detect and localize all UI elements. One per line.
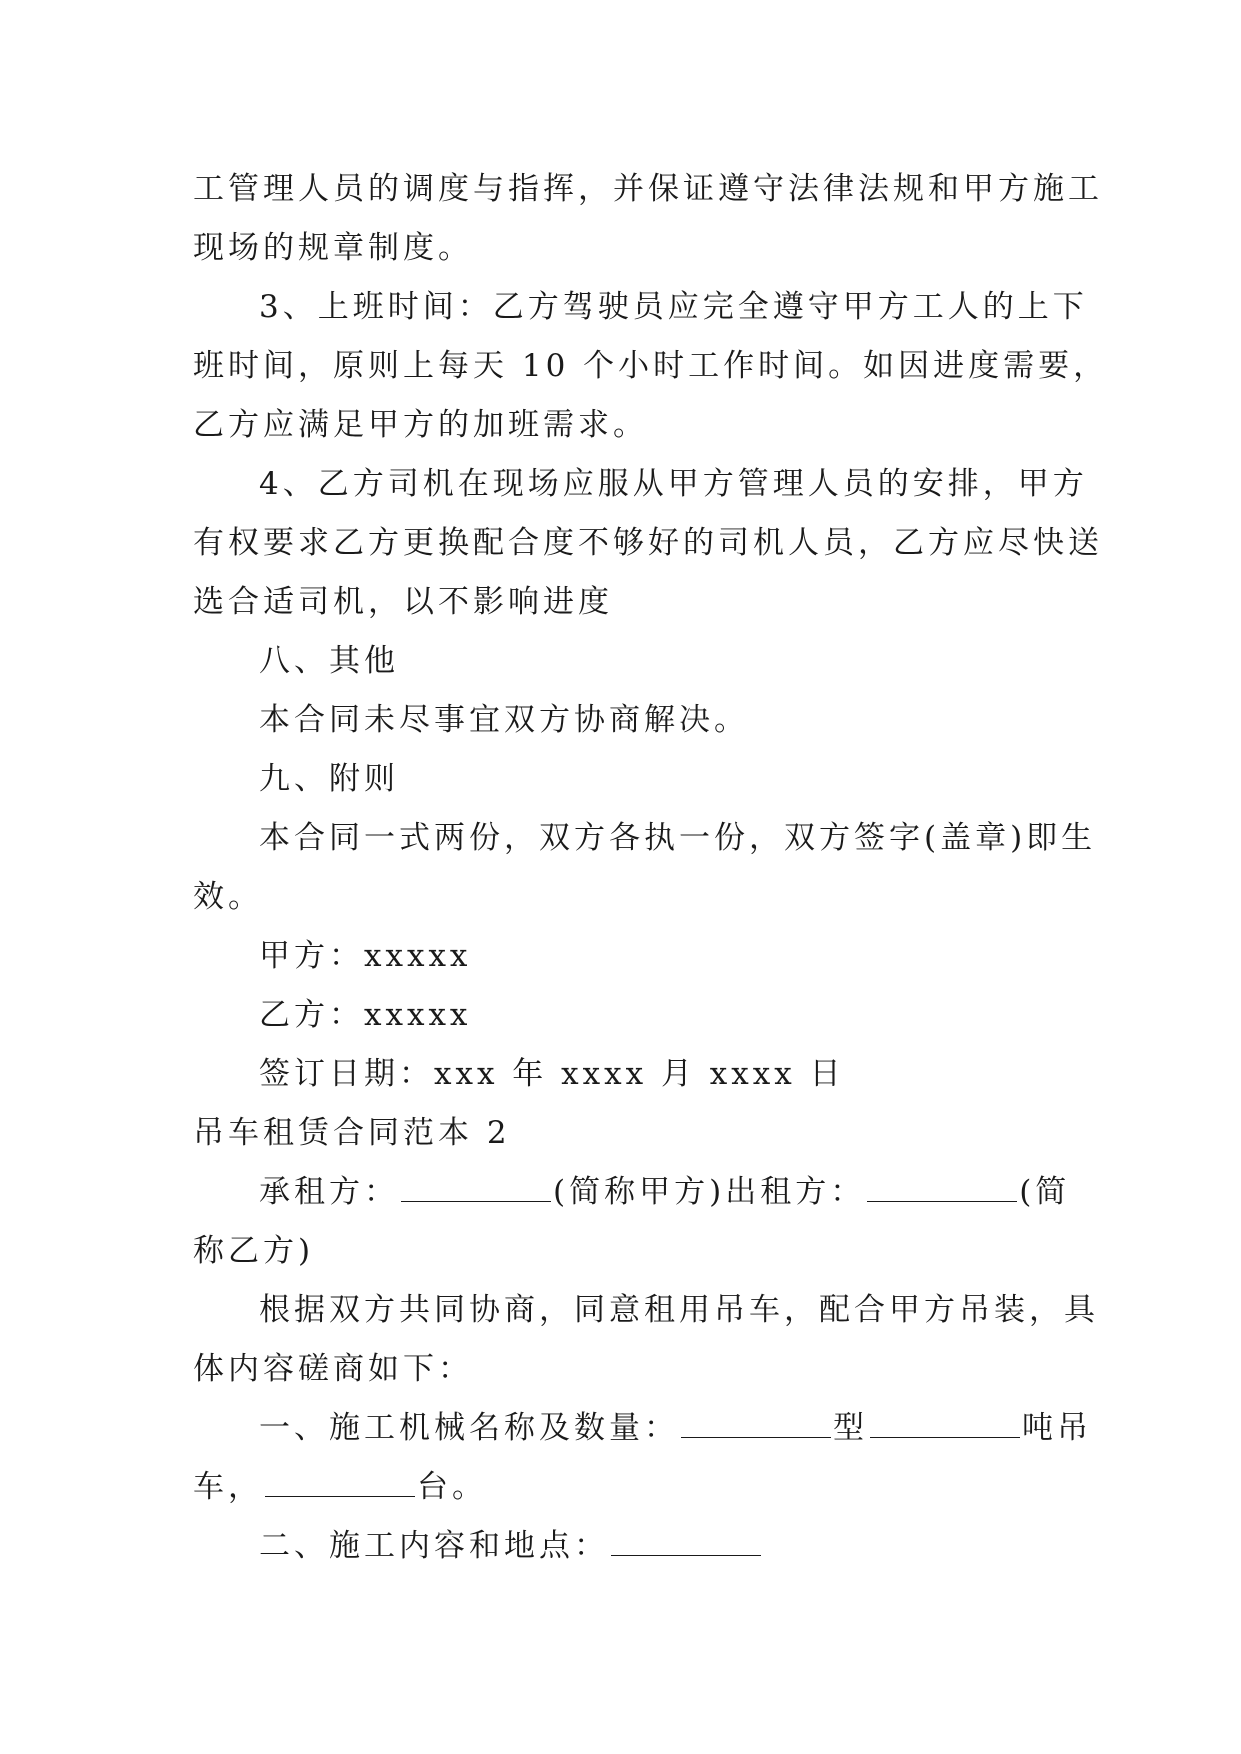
section-heading: 八、其他 — [259, 643, 399, 679]
text-line — [193, 1163, 1071, 1222]
text-line — [193, 1517, 1058, 1576]
paragraph-agreement — [193, 1281, 1099, 1399]
item1-line2-suffix: 台。 — [417, 1469, 487, 1505]
lessee-suffix: (简称甲方)出租方： — [553, 1174, 866, 1210]
party-b-label: 乙方：xxxxx — [259, 997, 472, 1033]
section-heading: 九、附则 — [259, 761, 399, 797]
paragraph-item-2 — [193, 1517, 1058, 1576]
text-line: 工管理人员的调度与指挥，并保证遵守法律法规和甲方施工 — [193, 171, 1103, 207]
text-line: 本合同一式两份，双方各执一份，双方签字(盖章)即生 — [259, 820, 1097, 856]
lessee-label: 承租方： — [259, 1174, 399, 1210]
signature-party-b — [193, 986, 1058, 1045]
tonnage-blank — [870, 1413, 1020, 1438]
model-blank — [681, 1413, 831, 1438]
text-line: 现场的规章制度。 — [193, 230, 473, 266]
location-blank — [611, 1531, 761, 1556]
text-line — [193, 1458, 1058, 1517]
paragraph-management — [193, 160, 1103, 278]
paragraph-item-1 — [193, 1399, 1092, 1517]
lessee-blank — [401, 1177, 551, 1202]
text-line: 体内容磋商如下： — [193, 1351, 473, 1387]
text-line: 称乙方) — [193, 1233, 315, 1269]
item1-label: 一、施工机械名称及数量： — [259, 1410, 679, 1446]
document-body — [193, 160, 1109, 1576]
item1-model: 型 — [833, 1410, 868, 1446]
section-title: 吊车租赁合同范本 2 — [193, 1115, 511, 1151]
text-line: 班时间，原则上每天 10 个小时工作时间。如因进度需要， — [193, 348, 1109, 384]
heading-other — [193, 632, 1058, 691]
text-line: 效。 — [193, 879, 263, 915]
item1-ton: 吨吊 — [1022, 1410, 1092, 1446]
text-line: 3、上班时间：乙方驾驶员应完全遵守甲方工人的上下 — [259, 289, 1088, 325]
paragraph-driver-arrangement — [193, 455, 1103, 632]
text-line: 选合适司机，以不影响进度 — [193, 584, 613, 620]
item2-label: 二、施工内容和地点： — [259, 1528, 609, 1564]
paragraph-parties — [193, 1163, 1071, 1281]
text-line: 有权要求乙方更换配合度不够好的司机人员，乙方应尽快送 — [193, 525, 1103, 561]
text-line: 根据双方共同协商，同意租用吊车，配合甲方吊装，具 — [259, 1292, 1099, 1328]
text-line — [193, 1399, 1092, 1458]
paragraph-work-hours — [193, 278, 1109, 455]
paragraph-other — [193, 691, 1058, 750]
sign-date-label: 签订日期：xxx 年 xxxx 月 xxxx 日 — [259, 1056, 845, 1092]
heading-appendix — [193, 750, 1058, 809]
lessor-blank — [867, 1177, 1017, 1202]
text-line: 4、乙方司机在现场应服从甲方管理人员的安排，甲方 — [259, 466, 1088, 502]
party-a-label: 甲方：xxxxx — [259, 938, 472, 974]
paragraph-appendix — [193, 809, 1097, 927]
contract-title — [193, 1104, 1058, 1163]
text-line: 乙方应满足甲方的加班需求。 — [193, 407, 648, 443]
item1-line2-prefix: 车， — [193, 1469, 263, 1505]
signature-date — [193, 1045, 1058, 1104]
lessor-suffix: (简 — [1019, 1174, 1071, 1210]
signature-party-a — [193, 927, 1058, 986]
quantity-blank — [265, 1472, 415, 1497]
text-line: 本合同未尽事宜双方协商解决。 — [259, 702, 749, 738]
